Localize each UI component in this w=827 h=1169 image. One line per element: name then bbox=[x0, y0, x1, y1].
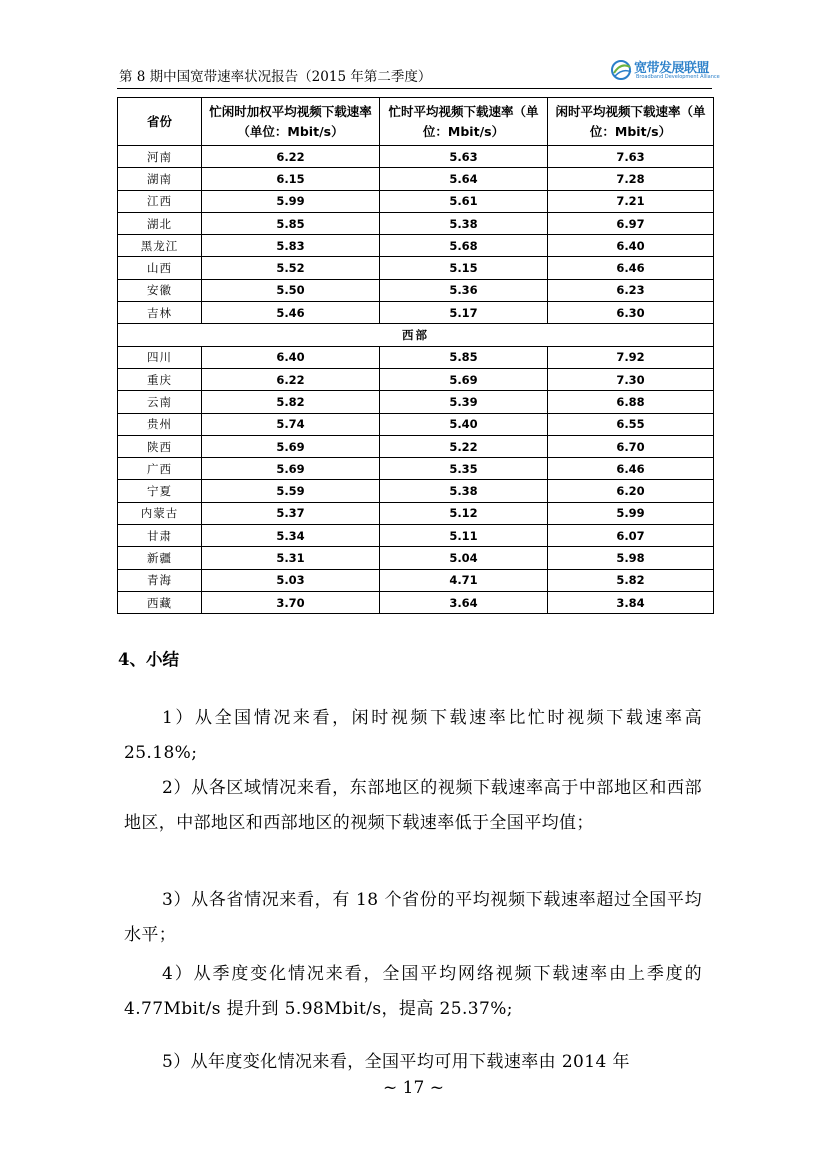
cell-province: 西藏 bbox=[118, 591, 202, 613]
cell-busy-speed: 5.61 bbox=[380, 190, 548, 212]
cell-idle-speed: 6.97 bbox=[548, 212, 714, 234]
header-busy-speed: 忙时平均视频下载速率（单位：Mbit/s） bbox=[380, 98, 548, 146]
logo-subtext: Broadband Development Alliance bbox=[636, 74, 720, 80]
cell-province: 湖南 bbox=[118, 168, 202, 190]
cell-province: 江西 bbox=[118, 190, 202, 212]
cell-weighted-speed: 5.74 bbox=[202, 413, 380, 435]
cell-idle-speed: 6.70 bbox=[548, 435, 714, 457]
cell-weighted-speed: 6.15 bbox=[202, 168, 380, 190]
table-row bbox=[118, 435, 714, 457]
cell-province: 云南 bbox=[118, 391, 202, 413]
cell-weighted-speed: 5.31 bbox=[202, 547, 380, 569]
table-row bbox=[118, 235, 714, 257]
cell-busy-speed: 5.63 bbox=[380, 146, 548, 168]
table-header-row bbox=[118, 98, 714, 146]
cell-idle-speed: 5.82 bbox=[548, 569, 714, 591]
table-row bbox=[118, 279, 714, 301]
cell-weighted-speed: 5.69 bbox=[202, 435, 380, 457]
cell-province: 青海 bbox=[118, 569, 202, 591]
cell-province: 吉林 bbox=[118, 302, 202, 324]
cell-weighted-speed: 6.22 bbox=[202, 146, 380, 168]
cell-idle-speed: 7.30 bbox=[548, 368, 714, 390]
summary-paragraph-4: 4）从季度变化情况来看，全国平均网络视频下载速率由上季度的 4.77Mbit/s 提升到 5.98Mbit/s，提高 25.37%; bbox=[124, 964, 702, 1019]
table-row bbox=[118, 168, 714, 190]
cell-busy-speed: 5.85 bbox=[380, 346, 548, 368]
table-region-west bbox=[118, 324, 714, 346]
summary-paragraph-5: 5）从年度变化情况来看，全国平均可用下载速率由 2014 年 bbox=[162, 1052, 630, 1072]
logo-text: 宽带发展联盟 bbox=[634, 61, 710, 76]
cell-busy-speed: 5.69 bbox=[380, 368, 548, 390]
cell-busy-speed: 5.39 bbox=[380, 391, 548, 413]
table-row bbox=[118, 212, 714, 234]
cell-weighted-speed: 5.52 bbox=[202, 257, 380, 279]
cell-province: 宁夏 bbox=[118, 480, 202, 502]
cell-idle-speed: 5.98 bbox=[548, 547, 714, 569]
cell-idle-speed: 7.63 bbox=[548, 146, 714, 168]
table-row bbox=[118, 525, 714, 547]
summary-paragraph-2: 2）从各区域情况来看，东部地区的视频下载速率高于中部地区和西部地区，中部地区和西部地区的视频下载速率低于全国平均值； bbox=[124, 778, 702, 833]
cell-weighted-speed: 5.82 bbox=[202, 391, 380, 413]
cell-province: 甘肃 bbox=[118, 525, 202, 547]
video-speed-table bbox=[117, 97, 714, 614]
report-title: 第 8 期中国宽带速率状况报告（2015 年第二季度） bbox=[119, 69, 432, 85]
table-row bbox=[118, 547, 714, 569]
cell-province: 黑龙江 bbox=[118, 235, 202, 257]
cell-idle-speed: 3.84 bbox=[548, 591, 714, 613]
cell-province: 贵州 bbox=[118, 413, 202, 435]
cell-province: 河南 bbox=[118, 146, 202, 168]
cell-busy-speed: 5.68 bbox=[380, 235, 548, 257]
cell-idle-speed: 6.23 bbox=[548, 279, 714, 301]
cell-weighted-speed: 5.03 bbox=[202, 569, 380, 591]
header-weighted-speed: 忙闲时加权平均视频下载速率（单位：Mbit/s） bbox=[202, 98, 380, 146]
cell-idle-speed: 6.20 bbox=[548, 480, 714, 502]
cell-province: 重庆 bbox=[118, 368, 202, 390]
summary-paragraph-1: 1）从全国情况来看，闲时视频下载速率比忙时视频下载速率高 25.18%; bbox=[124, 708, 702, 763]
cell-busy-speed: 5.17 bbox=[380, 302, 548, 324]
region-row bbox=[118, 324, 714, 346]
cell-idle-speed: 7.92 bbox=[548, 346, 714, 368]
alliance-logo-icon bbox=[610, 59, 634, 81]
cell-idle-speed: 6.55 bbox=[548, 413, 714, 435]
cell-busy-speed: 5.64 bbox=[380, 168, 548, 190]
cell-weighted-speed: 5.59 bbox=[202, 480, 380, 502]
cell-busy-speed: 5.35 bbox=[380, 458, 548, 480]
table-row bbox=[118, 458, 714, 480]
table-row bbox=[118, 146, 714, 168]
cell-busy-speed: 5.38 bbox=[380, 480, 548, 502]
table-body-west bbox=[118, 346, 714, 614]
cell-province: 广西 bbox=[118, 458, 202, 480]
cell-weighted-speed: 6.40 bbox=[202, 346, 380, 368]
cell-province: 陕西 bbox=[118, 435, 202, 457]
cell-idle-speed: 6.07 bbox=[548, 525, 714, 547]
cell-province: 新疆 bbox=[118, 547, 202, 569]
cell-weighted-speed: 5.46 bbox=[202, 302, 380, 324]
cell-busy-speed: 5.38 bbox=[380, 212, 548, 234]
cell-province: 山西 bbox=[118, 257, 202, 279]
cell-province: 湖北 bbox=[118, 212, 202, 234]
table-row bbox=[118, 368, 714, 390]
cell-busy-speed: 5.15 bbox=[380, 257, 548, 279]
cell-idle-speed: 5.99 bbox=[548, 502, 714, 524]
table-row bbox=[118, 346, 714, 368]
cell-busy-speed: 5.40 bbox=[380, 413, 548, 435]
cell-weighted-speed: 5.34 bbox=[202, 525, 380, 547]
header-province: 省份 bbox=[118, 98, 202, 146]
cell-idle-speed: 6.46 bbox=[548, 458, 714, 480]
cell-idle-speed: 6.88 bbox=[548, 391, 714, 413]
cell-province: 内蒙古 bbox=[118, 502, 202, 524]
region-label-west: 西部 bbox=[118, 324, 714, 346]
table-row bbox=[118, 480, 714, 502]
table-row bbox=[118, 257, 714, 279]
cell-busy-speed: 5.22 bbox=[380, 435, 548, 457]
cell-weighted-speed: 5.37 bbox=[202, 502, 380, 524]
cell-province: 安徽 bbox=[118, 279, 202, 301]
header-rule bbox=[117, 88, 712, 89]
table-body-central bbox=[118, 146, 714, 324]
cell-busy-speed: 5.11 bbox=[380, 525, 548, 547]
cell-weighted-speed: 5.69 bbox=[202, 458, 380, 480]
table-row bbox=[118, 190, 714, 212]
summary-paragraph-3: 3）从各省情况来看，有 18 个省份的平均视频下载速率超过全国平均水平； bbox=[124, 890, 702, 945]
cell-idle-speed: 7.28 bbox=[548, 168, 714, 190]
table-row bbox=[118, 502, 714, 524]
cell-idle-speed: 6.46 bbox=[548, 257, 714, 279]
table-row bbox=[118, 569, 714, 591]
alliance-logo bbox=[610, 57, 720, 85]
page-header bbox=[117, 57, 720, 89]
cell-weighted-speed: 6.22 bbox=[202, 368, 380, 390]
table-row bbox=[118, 391, 714, 413]
cell-weighted-speed: 5.85 bbox=[202, 212, 380, 234]
cell-idle-speed: 6.40 bbox=[548, 235, 714, 257]
table-row bbox=[118, 413, 714, 435]
cell-weighted-speed: 3.70 bbox=[202, 591, 380, 613]
header-idle-speed: 闲时平均视频下载速率（单位：Mbit/s） bbox=[548, 98, 714, 146]
table-row bbox=[118, 591, 714, 613]
cell-busy-speed: 5.04 bbox=[380, 547, 548, 569]
cell-weighted-speed: 5.99 bbox=[202, 190, 380, 212]
page-number: ~ 17 ~ bbox=[383, 1078, 444, 1098]
cell-weighted-speed: 5.50 bbox=[202, 279, 380, 301]
cell-idle-speed: 6.30 bbox=[548, 302, 714, 324]
section-title: 4、小结 bbox=[118, 650, 179, 669]
cell-busy-speed: 5.12 bbox=[380, 502, 548, 524]
table-row bbox=[118, 302, 714, 324]
cell-weighted-speed: 5.83 bbox=[202, 235, 380, 257]
cell-busy-speed: 4.71 bbox=[380, 569, 548, 591]
cell-busy-speed: 3.64 bbox=[380, 591, 548, 613]
cell-idle-speed: 7.21 bbox=[548, 190, 714, 212]
cell-province: 四川 bbox=[118, 346, 202, 368]
cell-busy-speed: 5.36 bbox=[380, 279, 548, 301]
